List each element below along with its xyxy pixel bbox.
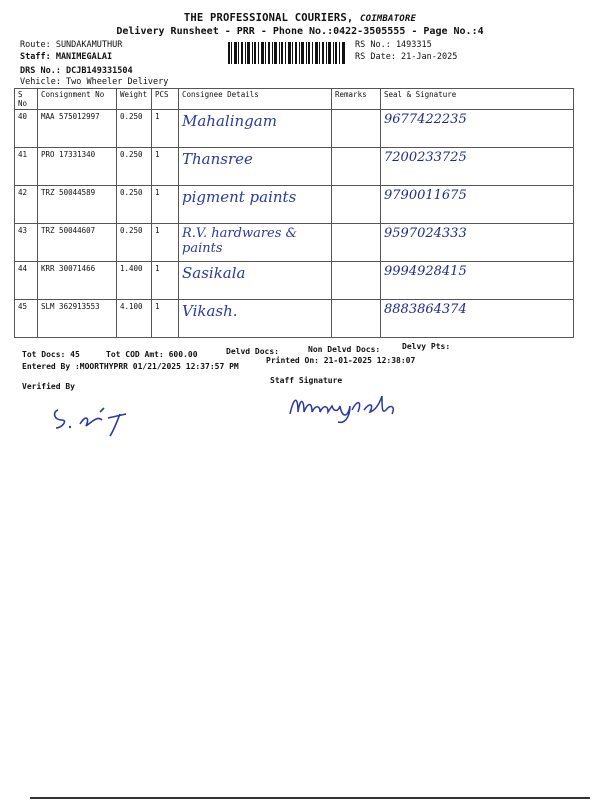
cell-consignment: MAA 575012997: [38, 110, 117, 148]
cell-weight: 0.250: [117, 186, 152, 224]
cell-remarks: [332, 262, 381, 300]
table-row: [15, 262, 574, 300]
cell-sno: 41: [15, 148, 38, 186]
runsheet-table: [14, 88, 574, 338]
cell-remarks: [332, 148, 381, 186]
company-name: THE PROFESSIONAL COURIERS,: [183, 12, 354, 24]
col-weight: Weight: [117, 89, 152, 110]
drs-number: DRS No.: DCJB149331504: [20, 66, 133, 76]
table-row: [15, 224, 574, 262]
signature-handwriting: 7200233725: [384, 150, 467, 165]
table-row: [15, 186, 574, 224]
col-consignee: Consignee Details: [179, 89, 332, 110]
signature-handwriting: 9677422235: [384, 112, 467, 127]
cell-weight: 0.250: [117, 148, 152, 186]
cell-pcs: 1: [152, 186, 179, 224]
cell-sno: 43: [15, 224, 38, 262]
page-bottom-rule: [30, 797, 590, 799]
cell-weight: 0.250: [117, 224, 152, 262]
document-title: [0, 12, 600, 24]
cell-consignment: SLM 362913553: [38, 300, 117, 338]
consignee-handwriting: Mahalingam: [182, 112, 277, 130]
consignee-handwriting: R.V. hardwares & paints: [182, 226, 298, 256]
cell-consignment: TRZ 50044607: [38, 224, 117, 262]
consignee-handwriting: pigment paints: [182, 188, 297, 206]
printed-on: Printed On: 21-01-2025 12:38:07: [266, 356, 416, 365]
verified-by-label: Verified By: [22, 382, 75, 391]
cell-consignment: KRR 30071466: [38, 262, 117, 300]
non-delivered-docs: Non Delvd Docs:: [308, 345, 381, 354]
cell-sno: 45: [15, 300, 38, 338]
cell-consignment: TRZ 50044589: [38, 186, 117, 224]
consignee-handwriting: Sasikala: [182, 264, 246, 282]
cell-weight: 4.100: [117, 300, 152, 338]
cell-pcs: 1: [152, 262, 179, 300]
consignee-handwriting: Vikash.: [182, 302, 238, 320]
col-pcs: PCS: [152, 89, 179, 110]
delivered-docs: Delvd Docs:: [226, 347, 279, 356]
table-row: [15, 148, 574, 186]
cell-consignment: PRO 17331340: [38, 148, 117, 186]
barcode-image: [228, 42, 346, 64]
signature-handwriting: 8883864374: [384, 302, 467, 317]
staff-signature-label: Staff Signature: [270, 376, 343, 385]
col-sno: S No: [15, 89, 38, 110]
total-docs: Tot Docs: 45: [22, 350, 80, 359]
total-cod-amount: Tot COD Amt: 600.00: [106, 350, 198, 359]
table-row: [15, 110, 574, 148]
entered-by: Entered By :MOORTHYPRR 01/21/2025 12:37:57 PM: [22, 362, 239, 371]
delivery-points: Delvy Pts:: [402, 342, 451, 351]
col-remarks: Remarks: [332, 89, 381, 110]
cell-sno: 40: [15, 110, 38, 148]
rs-number: RS No.: 1493315: [355, 40, 432, 50]
consignee-handwriting: Thansree: [182, 150, 253, 168]
cell-weight: 1.400: [117, 262, 152, 300]
col-signature: Seal & Signature: [381, 89, 574, 110]
table-header-row: [15, 89, 574, 110]
cell-pcs: 1: [152, 110, 179, 148]
cell-pcs: 1: [152, 224, 179, 262]
cell-remarks: [332, 186, 381, 224]
cell-sno: 42: [15, 186, 38, 224]
col-consignment: Consignment No: [38, 89, 117, 110]
cell-remarks: [332, 110, 381, 148]
verifier-signature-image: [50, 398, 140, 438]
cell-remarks: [332, 300, 381, 338]
vehicle-label: Vehicle: Two Wheeler Delivery: [20, 77, 169, 87]
signature-handwriting: 9597024333: [384, 226, 467, 241]
staff-signature-image: [286, 388, 436, 424]
cell-sno: 44: [15, 262, 38, 300]
route-label: Route: SUNDAKAMUTHUR: [20, 40, 123, 50]
rs-date: RS Date: 21-Jan-2025: [355, 52, 458, 62]
runsheet-subtitle: Delivery Runsheet - PRR - Phone No.:0422-3505555 - Page No.:4: [116, 26, 484, 37]
table-row: [15, 300, 574, 338]
staff-label: Staff: MANIMEGALAI: [20, 52, 113, 62]
cell-pcs: 1: [152, 300, 179, 338]
signature-handwriting: 9790011675: [384, 188, 467, 203]
signature-handwriting: 9994928415: [384, 264, 467, 279]
cell-pcs: 1: [152, 148, 179, 186]
company-city: COIMBATORE: [359, 14, 417, 24]
cell-weight: 0.250: [117, 110, 152, 148]
cell-remarks: [332, 224, 381, 262]
